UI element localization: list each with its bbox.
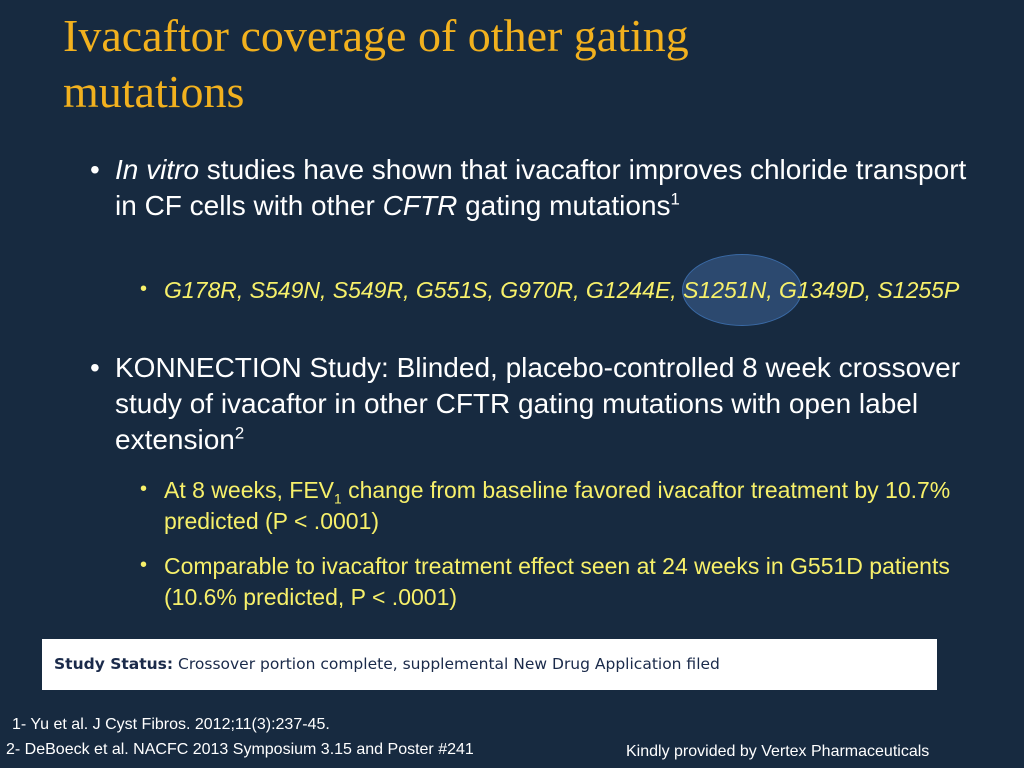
reference-1: 1- Yu et al. J Cyst Fibros. 2012;11(3):237-45. (12, 716, 330, 733)
credit-text: Kindly provided by Vertex Pharmaceuticals (626, 743, 930, 760)
sub-bullet-dot: • (140, 278, 148, 300)
in-vitro-italic: In vitro (115, 154, 200, 185)
slide-title-line2: mutations (63, 66, 245, 117)
mutation-list-part1: G178R, S549N, S549R, G551S, G970R, (164, 277, 586, 303)
cftr-italic: CFTR (382, 190, 458, 221)
slide-title (63, 8, 963, 120)
fev1-text (164, 475, 980, 537)
sub-bullet-dot: • (140, 478, 148, 500)
slide-title-line1: Ivacaftor coverage of other gating (63, 10, 689, 61)
reference-superscript-1: 1 (670, 189, 680, 209)
bullet-in-vitro (90, 152, 970, 224)
bullet1-text1: studies have shown that ivacaftor improves chloride transport in CF cells with other (115, 154, 967, 221)
bullet1-text2: gating mutations (457, 190, 671, 221)
fev1-part2: change from baseline favored ivacaftor treatment by 10.7% predicted (P < .0001) (164, 477, 951, 534)
sub-bullet-dot: • (140, 554, 148, 576)
fev1-part1: At 8 weeks, FEV (164, 477, 335, 503)
mutation-highlighted: G1244E, (585, 277, 677, 303)
study-status-box (42, 639, 937, 690)
sub-bullet-fev1 (140, 475, 980, 537)
comparable-text: Comparable to ivacaftor treatment effect seen at 24 weeks in G551D patients (10.6% predicted, P < .0001) (164, 553, 950, 610)
bullet-dot: • (90, 154, 100, 185)
sub-bullet-comparable (140, 551, 980, 613)
sub-bullet-mutations (140, 275, 980, 306)
mutation-list-part2: S1251N, G1349D, S1255P (676, 277, 960, 303)
bullet2-text: KONNECTION Study: Blinded, placebo-controlled 8 week crossover study of ivacaftor in other CFTR gating mutations with open label extension (115, 352, 961, 455)
study-status-label: Study Status: (54, 655, 174, 673)
reference-2: 2- DeBoeck et al. NACFC 2013 Symposium 3.15 and Poster #241 (6, 741, 474, 758)
bullet-konnection-text (115, 350, 970, 458)
study-status-text: Crossover portion complete, supplemental New Drug Application filed (173, 655, 720, 673)
fev1-subscript: 1 (334, 491, 342, 507)
reference-superscript-2: 2 (234, 423, 245, 443)
bullet-konnection (90, 350, 970, 458)
bullet-in-vitro-text (115, 152, 970, 224)
mutation-list (164, 275, 980, 306)
bullet-dot: • (90, 352, 100, 383)
